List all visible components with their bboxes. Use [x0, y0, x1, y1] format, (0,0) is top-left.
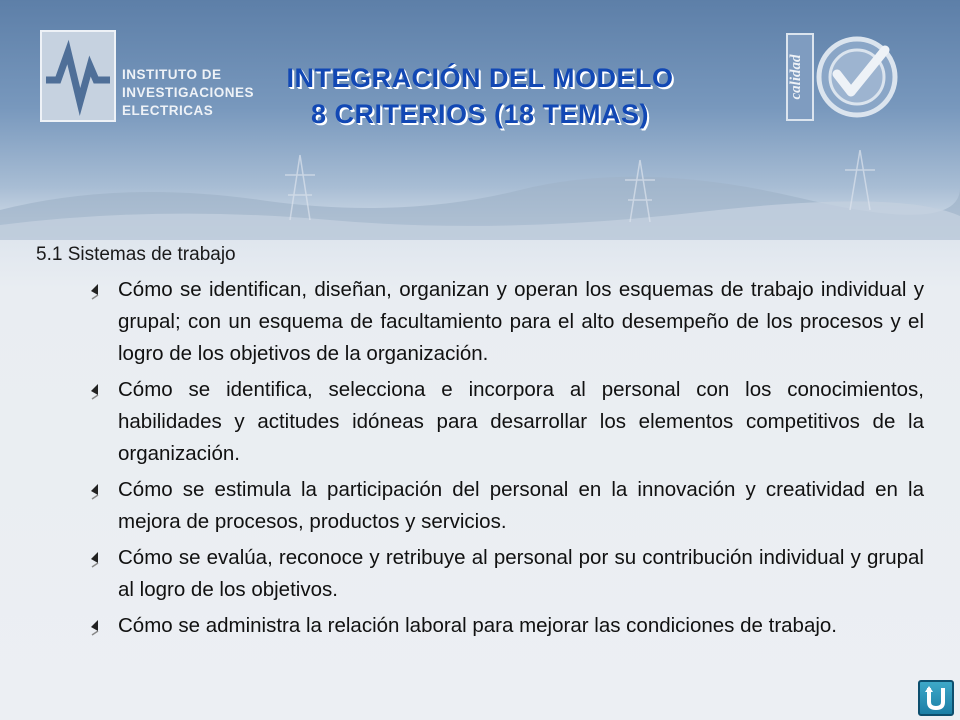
institute-logo [40, 30, 116, 122]
landscape-background [0, 150, 960, 240]
return-arrow-icon [920, 682, 952, 714]
list-item [118, 610, 924, 642]
arrow-bullet-icon [88, 550, 102, 568]
arrow-bullet-icon [88, 482, 102, 500]
institute-name-line: ELECTRICAS [122, 103, 214, 118]
list-item-text: Cómo se estimula la participación del personal en la innovación y creatividad en la mejora de procesos, productos y servicios. [118, 478, 924, 533]
arrow-bullet-icon [88, 282, 102, 300]
list-item-text: Cómo se identifica, selecciona e incorpora al personal con los conocimientos, habilidades y actitudes idóneas para desarrollar los elementos competitivos de la organización. [118, 378, 924, 465]
institute-name-line: INSTITUTO DE [122, 67, 222, 82]
list-item [118, 374, 924, 470]
list-item-text: Cómo se administra la relación laboral para mejorar las condiciones de trabajo. [118, 614, 838, 637]
return-nav-button[interactable] [918, 680, 954, 716]
slide-title-line2: 8 CRITERIOS (18 TEMAS) [310, 99, 650, 129]
header-banner [0, 0, 960, 240]
quality-seal-icon [785, 30, 900, 125]
institute-name-line: INVESTIGACIONES [122, 85, 255, 100]
arrow-bullet-icon [88, 618, 102, 636]
list-item [118, 542, 924, 606]
quality-seal-label: calidad [788, 54, 804, 100]
wave-logo-icon [42, 32, 114, 120]
arrow-bullet-icon [88, 382, 102, 400]
list-item-text: Cómo se evalúa, reconoce y retribuye al personal por su contribución individual y grupal al logro de los objetivos. [118, 546, 924, 601]
section-heading: 5.1 Sistemas de trabajo [36, 244, 236, 265]
list-item [118, 474, 924, 538]
list-item-text: Cómo se identifican, diseñan, organizan y operan los esquemas de trabajo individual y grupal; con un esquema de facultamiento para el alto desempeño de los procesos y el logro de los objetivos de la organización. [118, 278, 924, 365]
bullet-list [118, 274, 924, 644]
list-item [118, 274, 924, 370]
slide-title-line1: INTEGRACIÓN DEL MODELO [286, 63, 674, 93]
slide-title [200, 60, 760, 132]
